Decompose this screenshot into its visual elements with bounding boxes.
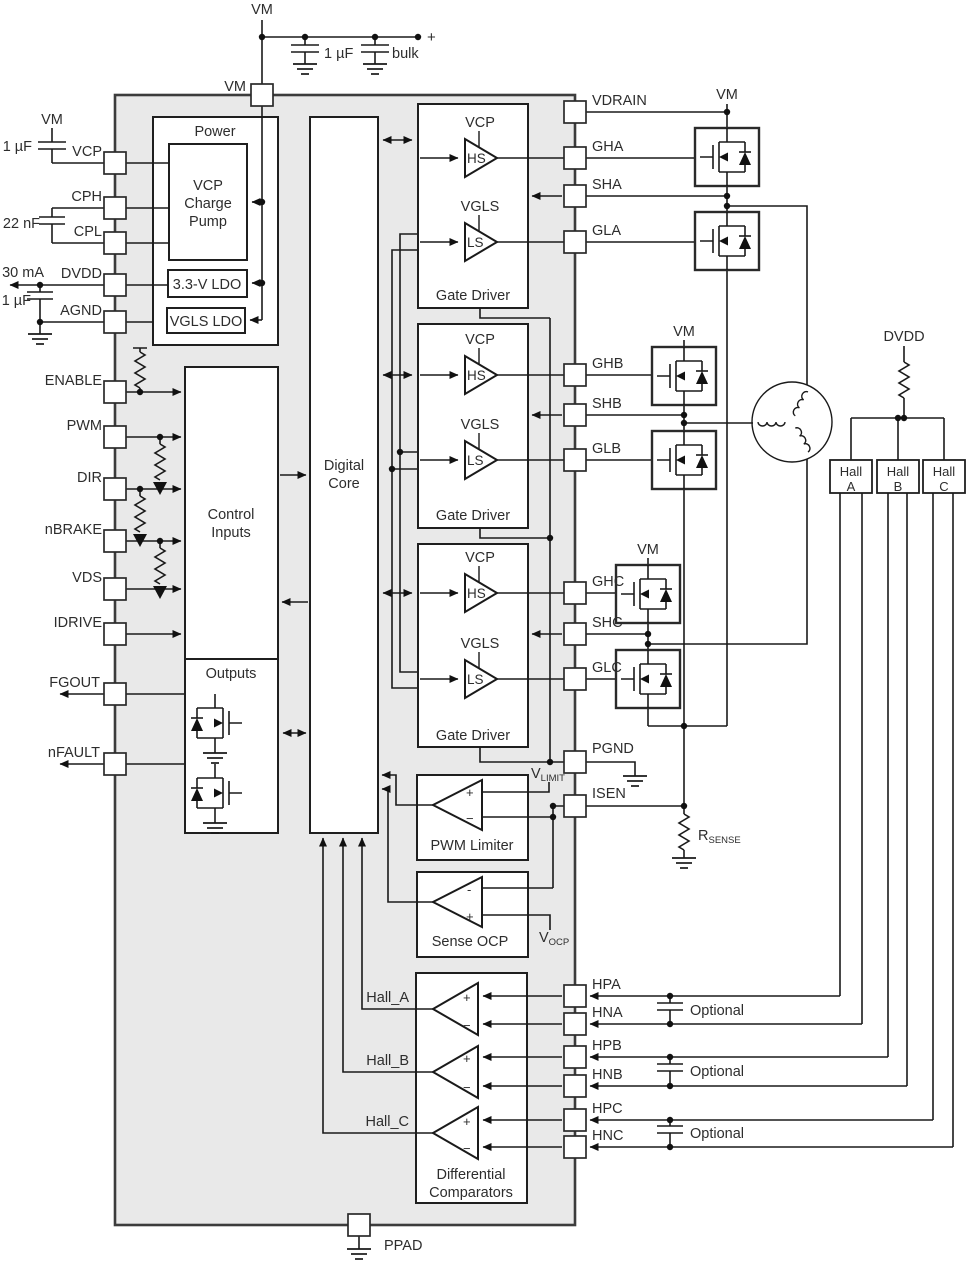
- gdb-vcp-label: VCP: [465, 332, 495, 348]
- optional-a-label: Optional: [690, 1003, 745, 1019]
- gdc-vcp-label: VCP: [465, 550, 495, 566]
- pgnd-isen-external: [586, 762, 696, 868]
- optional-cap-icon: [657, 996, 683, 1024]
- comp2-plus: +: [463, 1051, 471, 1066]
- control-inputs-label-1: Control: [207, 507, 255, 523]
- pin-hpb: [564, 1046, 586, 1068]
- resistor-icon: [679, 814, 689, 850]
- vm-top-rail-label: VM: [251, 2, 273, 18]
- cap-bulk-label: bulk: [392, 46, 419, 62]
- pin-hnc: [564, 1136, 586, 1158]
- hna-pin-label: HNA: [592, 1005, 623, 1021]
- pin-gha: [564, 147, 586, 169]
- pgnd-pin-label: PGND: [592, 741, 634, 757]
- sha-pin-label: SHA: [592, 177, 622, 193]
- hall-a-box-label-1: Hall: [839, 464, 863, 479]
- pin-hnb: [564, 1075, 586, 1097]
- ground-icon: [28, 334, 52, 344]
- hall-a-box-label-2: A: [846, 479, 856, 494]
- comp1-minus: −: [463, 1018, 471, 1033]
- hpc-pin-label: HPC: [592, 1101, 623, 1117]
- pin-cpl: [104, 232, 126, 254]
- vocp-label: $V_{OCP}$: [539, 930, 570, 948]
- pin-vds: [104, 578, 126, 600]
- pin-agnd: [104, 311, 126, 333]
- gdc-ls-label: LS: [467, 672, 484, 687]
- ground-icon: [672, 858, 696, 868]
- gdc-label: Gate Driver: [435, 728, 511, 744]
- glb-pin-label: GLB: [592, 441, 622, 457]
- pin-pgnd: [564, 751, 586, 773]
- outputs-block-label: Outputs: [205, 666, 257, 682]
- pin-glc: [564, 668, 586, 690]
- pwm-pin-label: PWM: [66, 418, 102, 434]
- pin-shb: [564, 404, 586, 426]
- pin-idrive: [104, 623, 126, 645]
- nfault-pin-label: nFAULT: [47, 745, 100, 761]
- gda-label: Gate Driver: [435, 288, 511, 304]
- vm-phase-c-label: VM: [637, 542, 659, 558]
- pin-enable: [104, 381, 126, 403]
- resistor-icon: [899, 362, 909, 398]
- cap-1uf-top-label: 1 µF: [324, 46, 354, 62]
- shc-pin-label: SHC: [592, 615, 623, 631]
- enable-pin-label: ENABLE: [44, 373, 102, 389]
- ppad-pin-label: PPAD: [384, 1238, 423, 1254]
- pin-hna: [564, 1013, 586, 1035]
- gdb-label: Gate Driver: [435, 508, 511, 524]
- pwm-limiter-plus: +: [466, 785, 474, 800]
- gdb-hs-label: HS: [467, 368, 486, 383]
- charge-pump-label-1: VCP: [193, 178, 223, 194]
- gdc-hs-label: HS: [467, 586, 486, 601]
- glc-pin-label: GLC: [592, 660, 622, 676]
- pin-ghc: [564, 582, 586, 604]
- digital-core-label-1: Digital: [323, 458, 365, 474]
- sense-ocp-plus: +: [466, 909, 474, 924]
- gdb-ls-label: LS: [467, 453, 484, 468]
- hnb-pin-label: HNB: [592, 1067, 623, 1083]
- rsense-label: $R_{SENSE}$: [698, 828, 741, 846]
- fgout-pin-label: FGOUT: [49, 675, 100, 691]
- vm-vcp-label: VM: [41, 112, 63, 128]
- pin-dir: [104, 478, 126, 500]
- cph-pin-label: CPH: [71, 189, 102, 205]
- power-block-label: Power: [194, 124, 236, 140]
- control-inputs-label-2: Inputs: [211, 525, 251, 541]
- ground-icon: [293, 64, 317, 74]
- hall-b-net-label: Hall_B: [366, 1053, 409, 1069]
- cap-22nf-label: 22 nF: [2, 216, 40, 232]
- bulk-plus-label: +: [427, 29, 436, 46]
- pin-hpa: [564, 985, 586, 1007]
- nbrake-pin-label: nBRAKE: [44, 522, 102, 538]
- optional-cap-icon: [657, 1057, 683, 1086]
- sense-ocp-minus: -: [467, 882, 472, 897]
- dir-pin-label: DIR: [77, 470, 102, 486]
- vm-pin-label: VM: [224, 79, 246, 95]
- ghb-pin-label: GHB: [592, 356, 624, 372]
- isen-pin-label: ISEN: [592, 786, 626, 802]
- gla-pin-label: GLA: [592, 223, 622, 239]
- gda-vgls-label: VGLS: [460, 199, 500, 215]
- hpb-pin-label: HPB: [592, 1038, 622, 1054]
- pin-hpc: [564, 1109, 586, 1131]
- pin-vdrain: [564, 101, 586, 123]
- gda-ls-label: LS: [467, 235, 484, 250]
- comp2-minus: −: [463, 1080, 471, 1095]
- pin-cph: [104, 197, 126, 219]
- pin-nbrake: [104, 530, 126, 552]
- hall-a-net-label: Hall_A: [366, 990, 409, 1006]
- vm-phase-b-label: VM: [673, 324, 695, 340]
- idrive-pin-label: IDRIVE: [53, 615, 102, 631]
- vds-pin-label: VDS: [72, 570, 102, 586]
- ppad-ground: [347, 1236, 371, 1259]
- optional-c-label: Optional: [690, 1126, 745, 1142]
- dvdd-pin-label: DVDD: [60, 266, 102, 282]
- optional-cap-icon: [657, 1120, 683, 1147]
- vcp-pin-label: VCP: [72, 144, 102, 160]
- comp3-minus: −: [463, 1141, 471, 1156]
- outputs-block: [185, 659, 278, 833]
- hall-b-box-label-1: Hall: [886, 464, 910, 479]
- ghc-pin-label: GHC: [592, 574, 625, 590]
- gda-vcp-label: VCP: [465, 115, 495, 131]
- pwm-limiter-label: PWM Limiter: [430, 838, 514, 854]
- ground-icon: [623, 776, 647, 786]
- ground-icon: [347, 1249, 371, 1259]
- ldo-33v-label: 3.3-V LDO: [172, 277, 242, 293]
- pin-pwm: [104, 426, 126, 448]
- charge-pump-label-3: Pump: [189, 214, 227, 230]
- gdb-vgls-label: VGLS: [460, 417, 500, 433]
- pwm-limiter-minus: −: [466, 811, 474, 826]
- pin-nfault: [104, 753, 126, 775]
- cap-1uf-vcp-label: 1 µF: [2, 139, 32, 155]
- hpa-pin-label: HPA: [592, 977, 621, 993]
- pin-ghb: [564, 364, 586, 386]
- motor-icon: [752, 382, 832, 462]
- gdc-vgls-label: VGLS: [460, 636, 500, 652]
- optional-b-label: Optional: [690, 1064, 745, 1080]
- current-30ma-label: 30 mA: [2, 265, 44, 281]
- hall-b-box-label-2: B: [893, 479, 903, 494]
- charge-pump-label-2: Charge: [184, 196, 232, 212]
- pin-vm: [251, 84, 273, 106]
- pin-vcp: [104, 152, 126, 174]
- vdrain-pin-label: VDRAIN: [592, 93, 647, 109]
- gda-hs-label: HS: [467, 151, 486, 166]
- pin-gla: [564, 231, 586, 253]
- hnc-pin-label: HNC: [592, 1128, 624, 1144]
- power-section: [153, 117, 278, 345]
- hall-c-net-label: Hall_C: [365, 1114, 409, 1130]
- vm-phase-a-label: VM: [716, 87, 738, 103]
- shb-pin-label: SHB: [592, 396, 622, 412]
- ground-icon: [363, 64, 387, 74]
- digital-core-block: [310, 117, 378, 833]
- cpl-pin-label: CPL: [73, 224, 102, 240]
- gha-pin-label: GHA: [592, 139, 624, 155]
- comp1-plus: +: [463, 990, 471, 1005]
- vlimit-label: $V_{LIMIT}$: [531, 766, 565, 784]
- dvdd-pullup-label: DVDD: [883, 329, 925, 345]
- hall-c-box-label-2: C: [939, 479, 949, 494]
- pin-fgout: [104, 683, 126, 705]
- comp3-plus: +: [463, 1114, 471, 1129]
- sense-ocp-label: Sense OCP: [431, 934, 509, 950]
- diff-comp-label-1: Differential: [436, 1167, 506, 1183]
- pin-isen: [564, 795, 586, 817]
- pin-shc: [564, 623, 586, 645]
- pin-glb: [564, 449, 586, 471]
- agnd-pin-label: AGND: [60, 303, 102, 319]
- ldo-vgls-label: VGLS LDO: [169, 314, 243, 330]
- phase-c-external: [586, 459, 807, 726]
- cap-1uf-dvdd-label: 1 µF: [1, 293, 31, 309]
- pin-sha: [564, 185, 586, 207]
- diff-comp-label-2: Comparators: [429, 1185, 513, 1201]
- hall-c-box-label-1: Hall: [932, 464, 956, 479]
- pin-ppad: [348, 1214, 370, 1236]
- pin-dvdd: [104, 274, 126, 296]
- digital-core-label-2: Core: [328, 476, 360, 492]
